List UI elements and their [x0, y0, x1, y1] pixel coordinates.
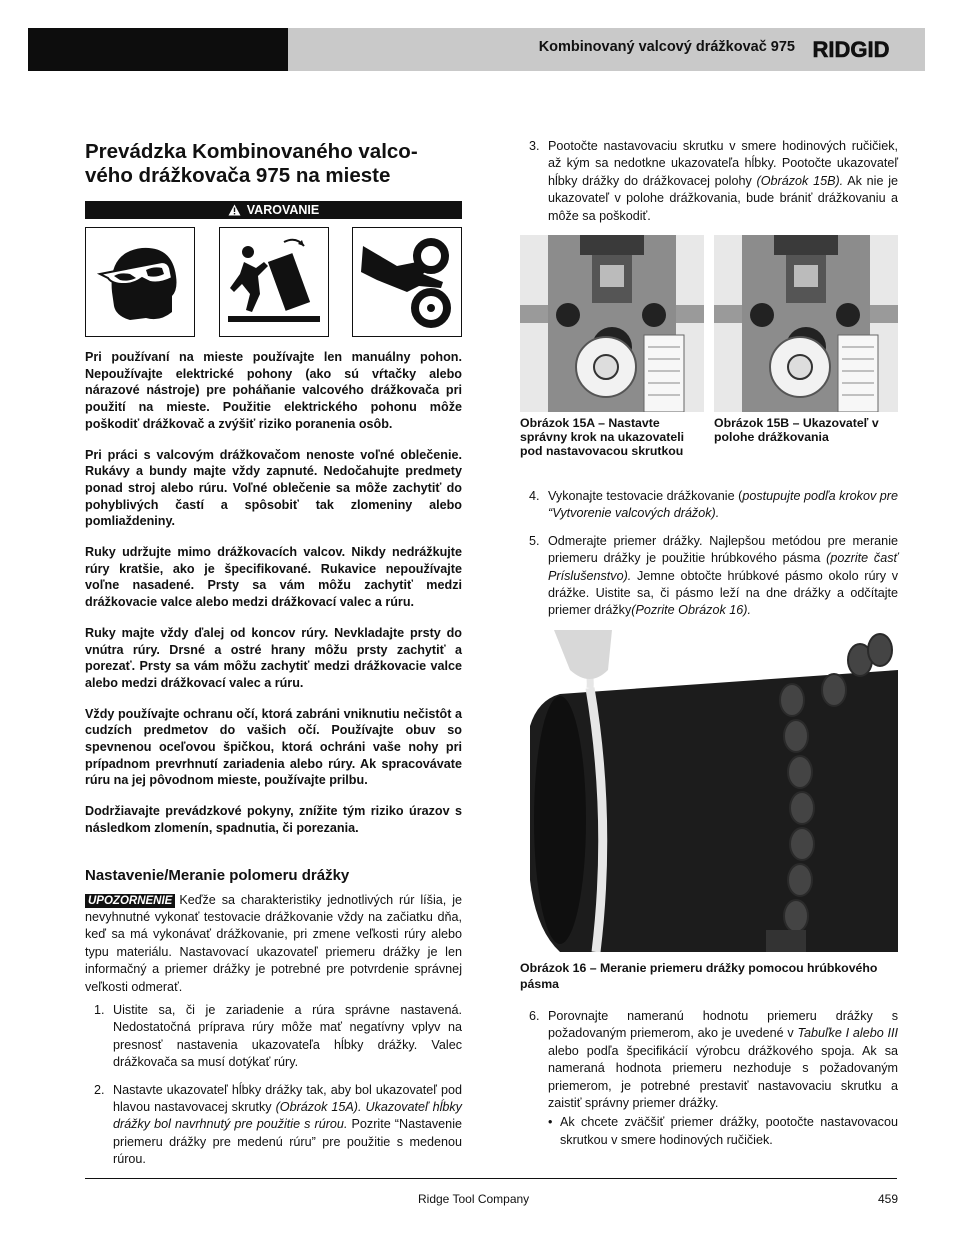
footer-rule — [85, 1178, 897, 1179]
figure-16 — [520, 630, 898, 952]
step-text: Pootočte nastavovaciu skrutku v smere hodinových ručičiek, až kým sa nedotkne ukazovateľa hĺbky. Pootočte ukazovateľ hĺbky drážky do drážkovacej polohy — [548, 139, 898, 188]
notice-text: Keďže sa charakteristiky jednotlivých rúr líšia, je nevyhnutné vykonať testovacie drážkovanie vždy na začiatku dňa, keď sa má vykonávať drážkovanie, pri zmene veľkosti rúry alebo typu materiálu. Nastavovací ukazovateľ priemeru drážky je len informačný a priemer drážky je potrebné pre potvrdenie správnej veľkosti odmerať. — [85, 892, 462, 994]
warning-bar — [85, 201, 462, 219]
warning-paragraph: Ruky majte vždy ďalej od koncov rúry. Nevkladajte prsty do vnútra rúry. Drsné a ostré hrany môžu prsty zachytiť a porezať. Prsty sa vám môžu zachytiť medzi drážkovacie valce alebo medzi drážkovací valec a rúru. — [85, 625, 462, 690]
step-number: 5. — [529, 533, 540, 548]
right-column — [520, 138, 898, 1149]
header-title: Kombinovaný valcový drážkovač 975 — [538, 39, 795, 55]
figure-15a-caption: Obrázok 15A – Nastavte správny krok na ukazovateli pod nastavovacou skrutkou — [520, 416, 685, 459]
step-number: 4. — [529, 489, 540, 504]
step-number: 6. — [529, 1008, 540, 1023]
step-text-italic: (pozrite časť Príslušenstvo). — [548, 551, 898, 583]
safety-icons — [85, 227, 462, 337]
step-text-italic: (Obrázok 15B). — [756, 173, 844, 188]
steps-list-left — [85, 1002, 462, 1169]
hand-crush-icon — [357, 232, 457, 332]
step-number: 3. — [529, 139, 540, 153]
step-item — [85, 1082, 462, 1169]
step-text-italic: (Obrázok 15A). Ukazovateľ hĺbky drážky bol navrhnutý pre použitie s rúrou. — [113, 1100, 462, 1132]
step-text: Porovnajte nameranú hodnotu priemeru drážky s požadovaným priemerom, ako je uvedené v — [548, 1008, 898, 1041]
step-text: Pozrite “Nastavenie priemeru drážky pre medenú rúru” pre použitie s medenou rúrou. — [113, 1117, 462, 1167]
footer-company: Ridge Tool Company — [418, 1192, 530, 1206]
notice-badge: UPOZORNENIE — [85, 894, 175, 908]
hand-crush-icon-box — [352, 227, 462, 337]
steps-list-right-bottom — [520, 1008, 898, 1112]
page-number: 459 — [878, 1192, 899, 1206]
step-text: alebo podľa špecifikácií výrobcu drážkového spoja. Ak sa nameraná hodnota priemeru nezhoduje s požadovaným priemerom, je potrebné prestaviť nastavovaciu skrutku a zaistiť správny priemer drážky. — [548, 1043, 898, 1110]
tip-over-icon-box — [219, 227, 329, 337]
safety-glasses-icon-box — [85, 227, 195, 337]
safety-glasses-icon — [90, 232, 190, 332]
figure-15b-caption: Obrázok 15B – Ukazovateľ v polohe drážkovania — [714, 416, 879, 445]
step-text: Odmerajte priemer drážky. Najlepšou metódou pre meranie priemeru drážky je použitie hrúbkového pásma — [548, 533, 898, 566]
figure-16-caption: Obrázok 16 – Meranie priemeru drážky pomocou hrúbkového pásma — [520, 960, 878, 991]
figure-15a-photo — [520, 235, 704, 412]
figure-15b — [714, 235, 898, 458]
warning-paragraph: Dodržiavajte prevádzkové pokyny, znížite tým riziko úrazov s následkom zlomenín, spadnutia, či porezania. — [85, 804, 462, 835]
step-item — [520, 533, 898, 620]
figure-15a — [520, 235, 704, 458]
step-text: Vykonajte testovacie drážkovanie ( — [548, 489, 743, 504]
figure-16-photo — [520, 630, 898, 952]
bullet-list — [520, 1114, 898, 1149]
step-item — [85, 1002, 462, 1072]
step-text: Ak nie je ukazovateľ v polohe drážkovania, bude brániť drážkovaniu a môže sa poškodiť. — [548, 173, 899, 223]
step-text: Nastavte ukazovateľ hĺbky drážky tak, aby bol ukazovateľ pod hlavou nastavovacej skrutky — [113, 1082, 462, 1115]
warning-label: VAROVANIE — [246, 203, 320, 217]
left-column — [85, 140, 462, 1179]
step-text-italic: Tabuľke I alebo III — [797, 1026, 898, 1041]
bullet-item: • Ak chcete zväčšiť priemer drážky, pootočte nastavovacou skrutkou v smere hodinových ručičiek. — [560, 1114, 898, 1149]
step-item — [520, 1008, 898, 1112]
warnings-block — [85, 349, 462, 837]
warning-paragraph: Ruky udržujte mimo drážkovacích valcov. Nikdy nedrážkujte rúry kratšie, ako je špecifikované. Rukavice nepoužívajte voľne nasadené. Prsty sa vám môžu zachytiť medzi drážkovacie valce alebo medzi drážkovací valec a rúru. — [85, 545, 462, 610]
page-header — [28, 28, 925, 71]
step-text: Uistite sa, či je zariadenie a rúra správne nastavená. Nedostatočná príprava rúry môže mať negatívny vplyv na presnosť nastavenia ukazovateľa hĺbky drážky. Valec drážkovača sa musí dotýkať rúry. — [113, 1003, 462, 1070]
warning-paragraph: Pri používaní na mieste používajte len manuálny pohon. Nepoužívajte elektrické pohony (ako sú vŕtačky alebo nárazové nástroje) pre poháňanie valcového drážkovača pri použití na mieste. Použitie elektrického pohonu môže poškodiť drážkovač a zvýšiť riziko poranenia osôb. — [85, 350, 462, 431]
step-item — [520, 138, 898, 225]
subsection-heading: Nastavenie/Meranie polomeru drážky — [85, 866, 350, 884]
section-title: Prevádzka Kombinovaného valco-vého drážkovača 975 na mieste — [85, 140, 418, 187]
warning-paragraph: Vždy používajte ochranu očí, ktorá zabráni vniknutiu nečistôt a cudzích predmetov do vašich očí. Používajte obuv so spevnenou oceľovou špičkou, ktorá ochráni vaše nohy pri prípadnom prevrhnutí zariadenia alebo rúry. Ak spracovávate rúru na jej pôvodnom mieste, používajte prilbu. — [85, 706, 462, 788]
step-number: 2. — [94, 1082, 105, 1097]
step-text-italic: (Pozrite Obrázok 16). — [631, 603, 751, 618]
warning-paragraph: Pri práci s valcovým drážkovačom nenoste voľné oblečenie. Rukávy a bundy majte vždy zapnuté. Nedočahujte predmety ponad stroj alebo rúru. Voľné oblečenie sa môže zachytiť do pohyblivých častí a spôsobiť tak zlomeniny alebo pomliaždeniny. — [85, 447, 462, 529]
step-number: 1. — [94, 1003, 105, 1018]
step-item — [520, 488, 898, 523]
step-text-italic: postupujte podľa krokov pre “Vytvorenie valcových drážok). — [548, 489, 899, 521]
steps-list-right-middle — [520, 488, 898, 620]
step-text: Jemne obtočte hrúbkové pásmo okolo rúry v drážke. Uistite sa, či pásmo leží na dne drážky a odčítajte priemer drážky — [548, 568, 898, 618]
tip-over-icon — [224, 232, 324, 332]
figure-15b-photo — [714, 235, 898, 412]
ridgid-logo — [801, 37, 901, 61]
figure-15-row — [520, 235, 898, 458]
header-black-bar — [28, 28, 288, 71]
notice-paragraph — [85, 892, 462, 996]
steps-list-right-top — [520, 138, 898, 225]
warning-triangle-icon — [228, 204, 241, 216]
logo-text: RIDGID — [812, 37, 890, 61]
